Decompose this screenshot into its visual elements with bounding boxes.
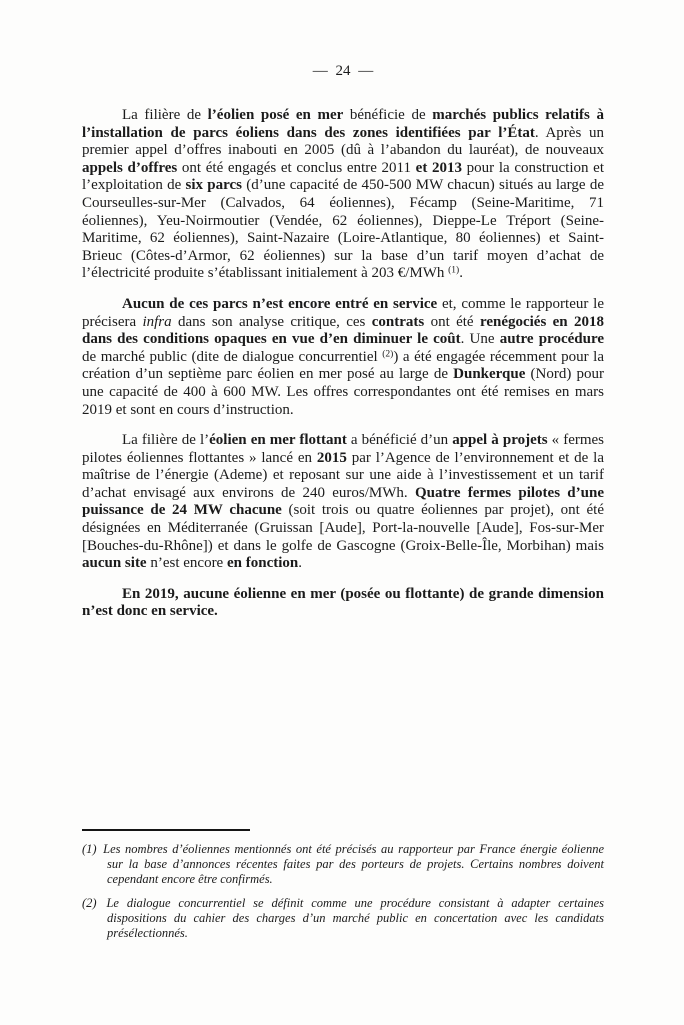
body-text	[82, 107, 604, 621]
paragraph-conclusion-2019: En 2019, aucune éolienne en mer (posée ou flottante) de grande dimension n’est donc en service.	[82, 585, 604, 620]
paragraph-eolien-pose: La filière de l’éolien posé en mer bénéficie de marchés publics relatifs à l’installation de parcs éoliens dans des zones identifiées par l’État. Après un premier appel d’offres inabouti en 2005 (dû à l’abandon du lauréat), de nouveaux appels d’offres ont été engagés et conclus entre 2011 et 2013 pour la construction et l’exploitation de six parcs (d’une capacité de 450-500 MW chacun) situés au large de Courseulles-sur-Mer (Calvados, 64 éoliennes), Fécamp (Seine-Maritime, 71 éoliennes), Yeu-Noirmoutier (Vendée, 62 éoliennes), Dieppe-Le Tréport (Seine-Maritime, 62 éoliennes), Saint-Nazaire (Loire-Atlantique, 80 éoliennes) et Saint-Brieuc (Côtes-d’Armor, 62 éoliennes) sur la base d’un tarif moyen d’achat de l’électricité produite s’établissant initialement à 203 €/MWh $^{(1)}$.	[82, 107, 604, 282]
footnote-2	[82, 896, 604, 941]
paragraph-parcs-service: Aucun de ces parcs n’est encore entré en service et, comme le rapporteur le précisera infra dans son analyse critique, ces contrats ont été renégociés en 2018 dans des conditions opaques en vue d’en diminuer le coût. Une autre procédure de marché public (dite de dialogue concurrentiel $^{(2)}$) a été engagée récemment pour la création d’un septième parc éolien en mer posé au large de Dunkerque (Nord) pour une capacité de 400 à 600 MW. Les offres correspondantes ont été remises en mars 2019 et sont en cours d’instruction.	[82, 295, 604, 418]
footnote-1	[82, 842, 604, 887]
footnote-2-label: (2)	[82, 896, 97, 910]
footnote-1-text: Les nombres d’éoliennes mentionnés ont été précisés au rapporteur par France énergie éolienne sur la base d’annonces récentes faites par des porteurs de projets. Certains nombres doivent cependant encore être confirmés.	[103, 842, 604, 886]
footnote-2-text: Le dialogue concurrentiel se définit comme une procédure consistant à adapter certaines dispositions du cahier des charges d’un marché public en concertation avec les candidats présélectionnés.	[106, 896, 604, 940]
footnotes-section	[82, 829, 604, 950]
paragraph-eolien-flottant: La filière de l’éolien en mer flottant a bénéficié d’un appel à projets « fermes pilotes éoliennes flottantes » lancé en 2015 par l’Agence de l’environnement et de la maîtrise de l’énergie (Ademe) et reposant sur une aide à l’investissement et un tarif d’achat envisagé aux environs de 240 euros/MWh. Quatre fermes pilotes d’une puissance de 24 MW chacune (soit trois ou quatre éoliennes par projet), ont été désignées en Méditerranée (Gruissan [Aude], Port-la-nouvelle [Aude], Fos-sur-Mer [Bouches-du-Rhône]) et dans le golfe de Gascogne (Groix-Belle-Île, Morbihan) mais aucun site n’est encore en fonction.	[82, 432, 605, 572]
page-number: — 24 —	[312, 63, 374, 79]
footnote-separator	[82, 829, 250, 831]
footnote-1-label: (1)	[82, 842, 97, 856]
